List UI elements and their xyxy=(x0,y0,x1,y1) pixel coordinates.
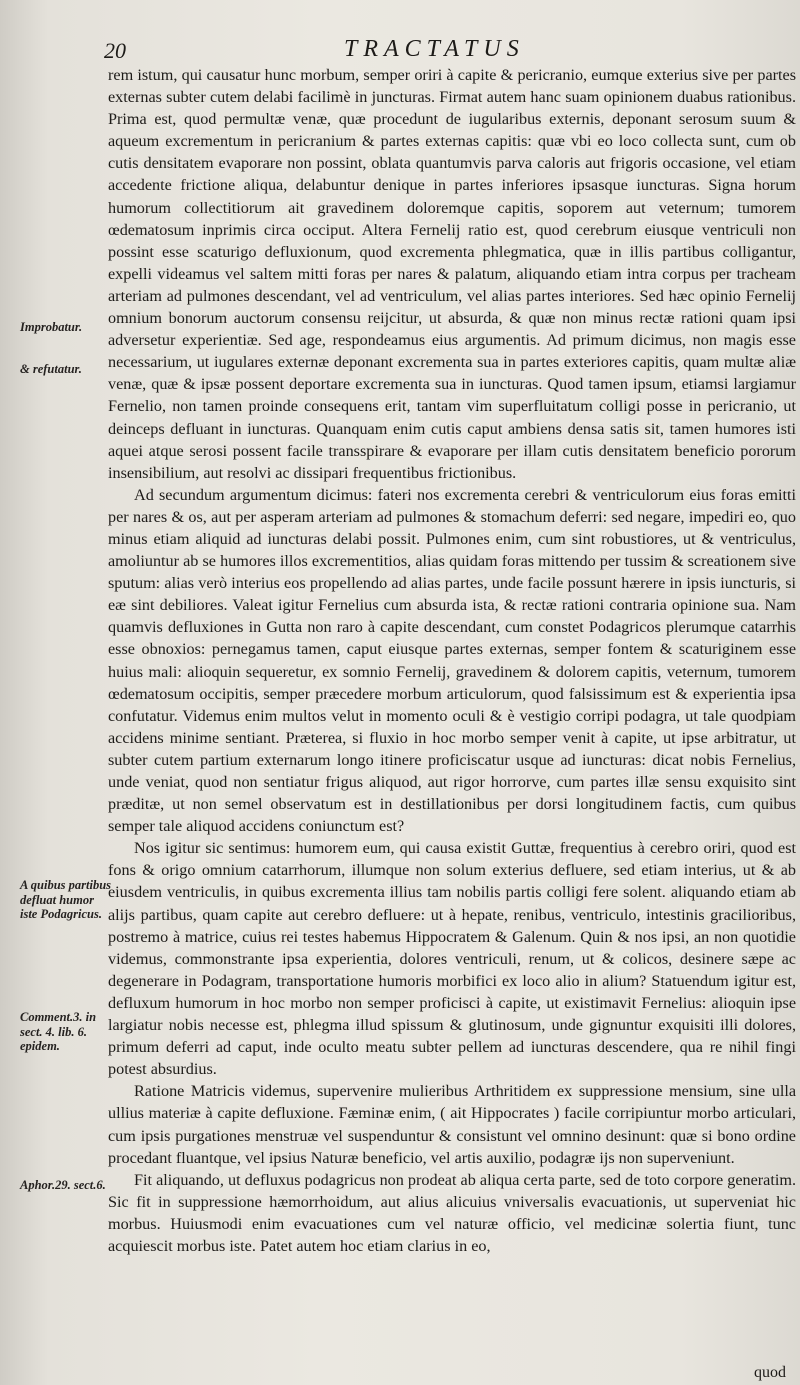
paragraph-2: Ad secundum argumentum dicimus: fateri nos excrementa cerebri & ventriculorum eius foras emitti per nares & os, aut per asperam arteriam ad pulmones & stomachum deferri: sed negare, impediri eo, quo minus etiam aliquid ad iuncturas delabi possit. Pulmones enim, cum sint robustiores, ut & ventriculus, amoliuntur ab se humores illos excrementitios, alias quidam foras mittendo per tussim & screationem sive sputum: alias verò interius eos propellendo ad alias partes, unde facile possunt hærere in ipsis iuncturis, si eæ sint debiliores. Valeat igitur Fernelius cum absurda ista, & rectæ rationi contraria opinione sua. Nam quamvis defluxiones in Gutta non raro à capite descendant, cum constet Podagricos plerumque catarrhis esse obnoxios: pernegamus tamen, caput eiusque partes externas, semper fontem & scaturiginem esse huius mali: alioquin sequeretur, ex somnio Fernelij, gravedinem & dolorem capitis, veternum, tumorem œdematosum occipitis, semper præcedere morbum articulorum, quod falsissimum est & experientia ipsa confutatur. Videmus enim multos velut in momento oculi & è vestigio corripi podagra, ut tale quodpiam accidens minime sentiant. Præterea, si fluxio in hoc morbo semper venit à capite, ut ipse arbitratur, ut subter cutem partium externarum longo itinere proficiscatur usque ad iuncturas: dicat nobis Fernelius, unde veniat, quod non sentiatur frigus aliquod, aut rigor horrorve, cum partes illæ sensu exquisito sint præditæ, ut non semel observatum est in destillationibus per dorsi longitudinem factis, cum quibus semper tale aliquod accidens coniunctum est? xyxy=(108,485,796,836)
page-number: 20 xyxy=(104,38,126,63)
margin-note-comment: Comment.3. in sect. 4. lib. 6. epidem. xyxy=(20,1010,97,1053)
margin-note-improbatur: Improbatur. xyxy=(20,320,83,334)
margin-note-a-quibus: A quibus partibus defluat humor iste Podagricus. xyxy=(20,878,112,921)
margin-note-aphor: Aphor.29. sect.6. xyxy=(20,1178,106,1192)
paragraph-4: Ratione Matricis videmus, supervenire mulieribus Arthritidem ex suppressione mensium, sine ulla ullius materiæ à capite defluxione. Fæminæ enim, ( ait Hippocrates ) facile corripiuntur morbo articulari, cum ipsis purgationes menstruæ vel suspenduntur & consistunt vel omnino desinunt: quæ si bono ordine procedant fluantque, vel ipsius Naturæ beneficio, vel artis auxilio, podagræ ijs non superveniunt. xyxy=(108,1082,796,1167)
main-text xyxy=(108,64,796,1257)
paragraph-1: rem istum, qui causatur hunc morbum, semper oriri à capite & pericranio, eumque exterius sive per partes externas subter cutem delabi facilimè in juncturas. Firmat autem hanc suam opinionem duabus rationibus. Prima est, quod permultæ venæ, quæ procedunt de iugularibus externis, deponant serosum suum & aqueum excrementum in pericranium & partes externas capitis: quæ vbi eo loco collecta sunt, cum ob cutis densitatem evaporare non possint, oblata quantumvis parva caloris aut frigoris occasione, vel etiam accedente frictione aliqua, delabuntur denique in partes inferiores ipsasque iuncturas. Signa horum humorum collectitiorum ait gravedinem doloremque capitis, soporem aut veternum; tumorem œdematosum inprimis circa occiput. Altera Fernelij ratio est, quod cerebrum eiusque ventriculi non possint esse scaturigo defluxionum, quod excrementa phlegmatica, quæ in illis partibus colligantur, expelli videamus vel saltem mitti foras per nares & palatum, aliquando etiam intra corpus per tracheam arteriam ad pulmones descendant, vel ad ventriculum, vel alias partes interiores. Sed hæc opinio Fernelij omnium bonorum auctorum consensu reijcitur, ut absurda, & quæ non minus rectæ rationi quam ipsi adversetur experientiæ. Sed age, respondeamus eius argumentis. Ad primum dicimus, non magis esse necessarium, ut iugulares externæ deponant excrementa sua in partes exteriores capitis, quam multæ aliæ venæ, quæ & ipsæ possent deportare excrementa sua in iuncturas. Quod tamen ipsum, etiamsi largiamur Fernelio, non tamen proinde consequens erit, tantam vim superfluitatum colligi posse in pericranio, ut deinceps defluant in iuncturas. Quanquam enim cutis caput ambiens densa satis sit, tamen humores isti aquei atque serosi possent facile transspirare & evaporare per illam cutis densitatem beneficio pororum insensibilium, aut resolvi ac dissipari frequentibus frictionibus. xyxy=(108,66,796,482)
page-header xyxy=(100,34,790,64)
paragraph-3: Nos igitur sic sentimus: humorem eum, qui causa existit Guttæ, frequentius à cerebro oriri, quod est fons & origo omnium catarrhorum, illumque non solum exterius defluere, sed etiam interius, ut & ab eiusdem ventriculis, in quibus excrementa illius tam nobilis partis colligi fere solent. aliquando etiam ab alijs partibus, quam capite aut cerebro defluere: ut à hepate, renibus, ventriculo, intestinis gracilioribus, postremo à matrice, cuius rei testes habemus Hippocratem & Galenum. Quin & nos ipsi, an non quotidie videmus, commonstrante ipsa experientia, dolores ventriculi, renum, ut & colicos, desinere sæpe ac degenerare in Podagram, transportatione humoris morbifici ex loco alio in alium? Statuendum igitur est, defluxum humorum in hoc morbo non semper proficisci à capite, ut existimavit Fernelius: alioquin ipse largiatur nobis necesse est, phlegma illud spissum & glutinosum, unde gignuntur exquisiti illi dolores, primum deferri ad caput, inde oculto meatu subter pellem ad iuncturas descendere, qua re nihil fingi potest absurdius. xyxy=(108,839,796,1079)
catchword: quod xyxy=(754,1364,786,1381)
margin-note-refutatur: & refutatur. xyxy=(20,362,82,376)
running-title: TRACTATUS xyxy=(344,36,525,62)
paragraph-5: Fit aliquando, ut defluxus podagricus non prodeat ab aliqua certa parte, sed de toto corpore generatim. Sic fit in suppressione hæmorrhoidum, aut alius alicuius vniversalis evacuationis, ut superveniat hic morbus. Huiusmodi enim evacuationes cum vel naturæ officio, vel medicinæ solertia fiunt, tunc acquiescit morbus iste. Patet autem hoc etiam clarius in eo, xyxy=(108,1170,796,1255)
